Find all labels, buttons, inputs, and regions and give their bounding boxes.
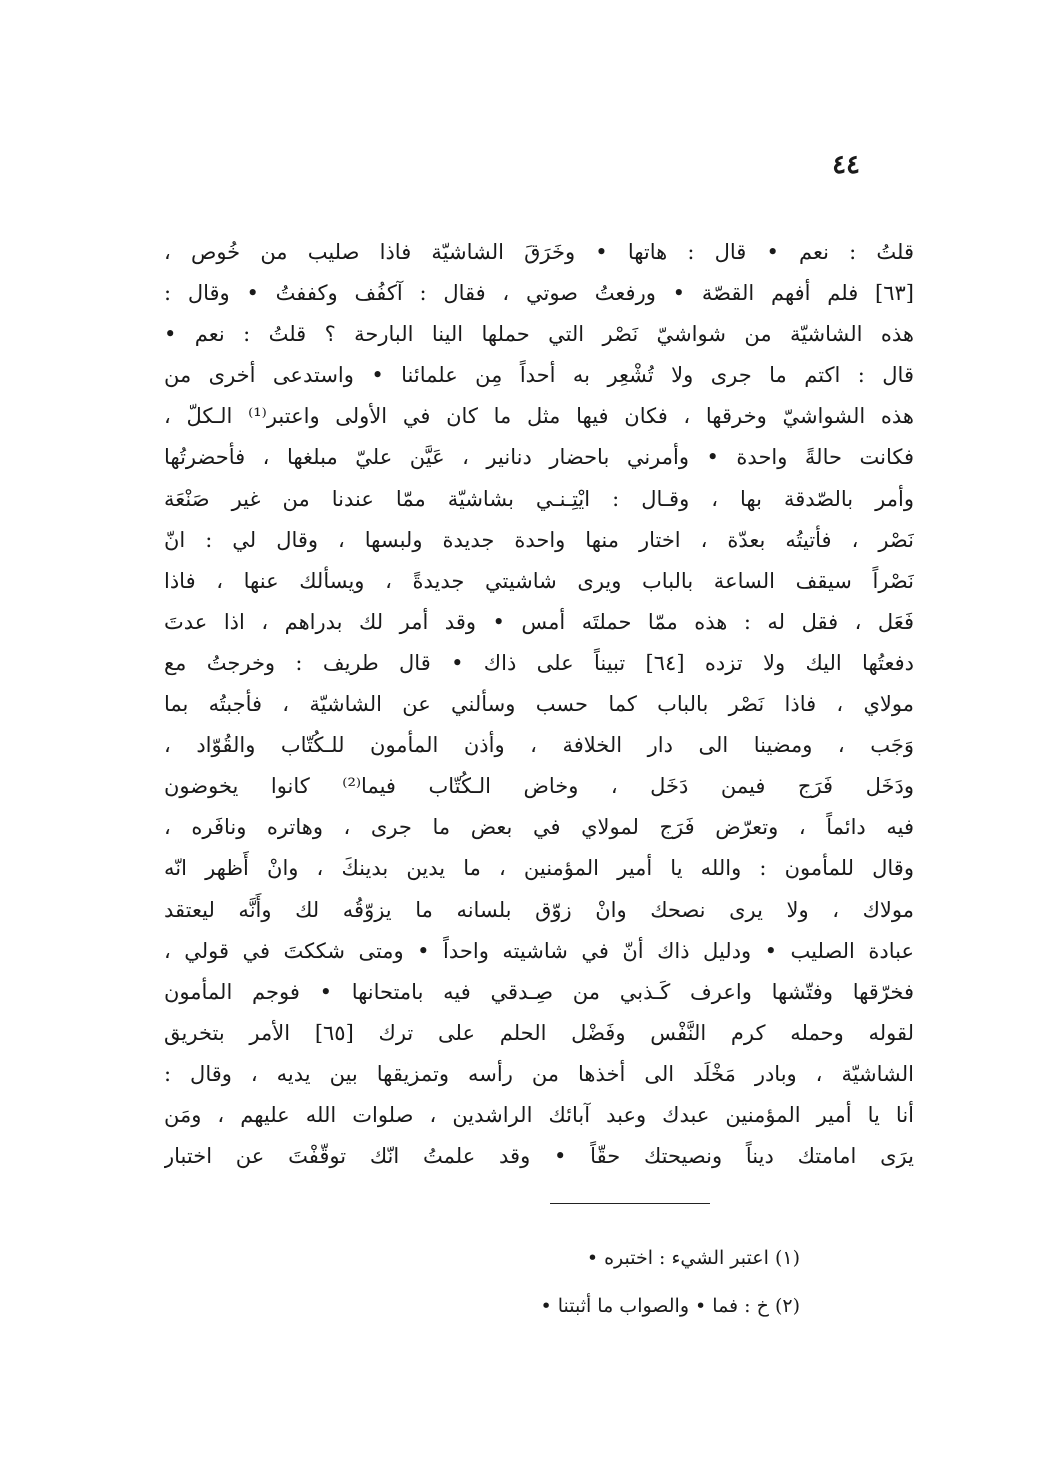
text-line: هذه الشاشيّة من شواشيّ نَصْر التي حملها الينا البارحة ؟ قلتُ : نعم • (164, 322, 914, 347)
text-line: وقال للمأمون : والله يا أمير المؤمنين ، ما يدين بدينكَ ، وانْ أَظهر انّه (164, 856, 914, 881)
footnotes (400, 1234, 800, 1330)
text-line: نَصْر ، فأتيتُه بعدّة ، اختار منها واحدة جديدة ولبسها ، وقال لي : انّ (164, 527, 914, 552)
text-line: وأمر بالصّدقة بها ، وقـال : ايْتِـنـي بشاشيّة ممّا عندنا من غير صَنْعَة (164, 486, 914, 511)
text-line: ودَخَل فَرَج فيمن دَخَل ، وخاض الـكُتّاب فيما⁽²⁾ كانوا يخوضون (164, 774, 914, 799)
footnote-marker: (٢) (774, 1295, 800, 1317)
text-line: فخرّقها وفتّشها واعرف كَـذبي من صِـدقي فيه بامتحانها • فوجم المأمون (164, 979, 914, 1004)
text-line: فكانت حالةً واحدة • وأمرني باحضار دنانير ، عَيَّن عليّ مبلغها ، فأحضرتُها (164, 445, 914, 470)
footnote-marker: (١) (774, 1247, 800, 1269)
footnote-text: اعتبر الشيء : اختبره • (586, 1247, 769, 1269)
text-line: دفعتُها اليك ولا تزده [٦٤] تبيناً على ذاك • قال طريف : وخرجتُ مع (164, 650, 914, 675)
text-line: عبادة الصليب • ودليل ذاك أنّ في شاشيته واحداً • ومتى شككتَ في قولي ، (164, 938, 914, 963)
text-line: أنا يا أمير المؤمنين عبدك وعبد آبائك الراشدين ، صلوات الله عليهم ، ومَن (164, 1102, 914, 1127)
footnote-text: خ : فما • والصواب ما أثبتنا • (540, 1295, 769, 1317)
text-line: [٦٣] فلم أفهم القصّة • ورفعتُ صوتي ، فقال : آكفُف وكففتُ • وقال : (164, 281, 914, 306)
text-line: فَعَل ، فقل له : هذه ممّا حملتَه أمس • وقد أمر لك بدراهم ، اذا عدتَ (164, 609, 914, 634)
text-line: نَصْراً سيقف الساعة بالباب ويرى شاشيتي جديدةً ، ويسألك عنها ، فاذا (164, 568, 914, 593)
text-line: هذه الشواشيّ وخرقها ، فكان فيها مثل ما كان في الأولى واعتبر⁽¹⁾ الـكلّ ، (164, 404, 914, 429)
text-line: لقوله وحمله كرم النَّفْس وفَضْل الحلم على ترك [٦٥] الأمر بتخريق (164, 1020, 914, 1045)
footnote (400, 1282, 800, 1330)
text-line: مولاي ، فاذا نَصْر بالباب كما حسب وسألني عن الشاشيّة ، فأجبتُه بما (164, 692, 914, 717)
text-line: مولاك ، ولا يرى نصحك وانْ زوّق بلسانه ما يزوّقُه لك وأَنَّه ليعتقد (164, 897, 914, 922)
body-text (164, 232, 914, 1177)
text-line: قلتُ : نعم • قال : هاتها • وخَرَقَ الشاشيّة فاذا صليب من خُوص ، (164, 240, 914, 264)
text-line: فيه دائماً ، وتعرّض فَرَج لمولاي في بعض ما جرى ، وهاتره ونافَره ، (164, 815, 914, 840)
footnote-divider (550, 1203, 710, 1204)
text-line: قال : اكتم ما جرى ولا تُشْعِر به أحداً مِن علمائنا • واستدعى أخرى من (164, 363, 914, 388)
footnote (400, 1234, 800, 1282)
text-line: الشاشيّة ، وبادر مَخْلَد الى أخذها من رأسه وتمزيقها بين يديه ، وقال : (164, 1061, 914, 1086)
text-line: يرَى امامتك ديناً ونصيحتك حقّاً • وقد علمتُ انّك توقّفْتَ عن اختبار (164, 1144, 914, 1169)
page-number: ٤٤ (832, 150, 860, 180)
text-line: وَجَب ، ومضينا الى دار الخلافة ، وأذن المأمون للـكُتّاب والقُوّاد ، (164, 733, 914, 758)
